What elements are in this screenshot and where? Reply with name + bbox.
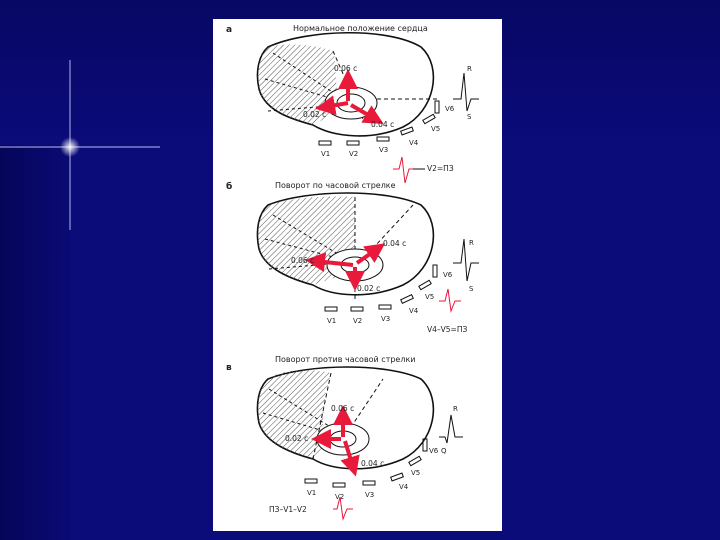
- lead-label: V3: [365, 491, 375, 499]
- wave-label: S: [467, 113, 472, 121]
- lead-label: V4: [409, 139, 419, 147]
- wave-label: R: [453, 405, 458, 413]
- figure-panel: [213, 19, 502, 531]
- vector-label: 0.02 с: [303, 110, 327, 119]
- subfigure-a: [226, 24, 479, 183]
- lead-label: V6: [443, 271, 453, 279]
- ecg-figure: [213, 19, 502, 531]
- subfigure-letter: б: [226, 182, 233, 192]
- subfigure-letter: в: [226, 363, 232, 373]
- lead-label: V5: [425, 293, 435, 301]
- wave-label: S: [469, 285, 474, 293]
- subfigure-b: [226, 181, 479, 334]
- transition-zone-label: V4–V5=ПЗ: [427, 325, 468, 334]
- lead-label: V2: [353, 317, 363, 325]
- lead-label: V5: [411, 469, 421, 477]
- lead-label: V1: [327, 317, 337, 325]
- subfigure-title: Нормальное положение сердца: [293, 24, 428, 33]
- vector-label: 0.02 с: [357, 284, 381, 293]
- lead-label: V2: [335, 493, 345, 501]
- vector-label: 0.04 с: [371, 120, 395, 129]
- vector-label: 0.06 с: [291, 256, 315, 265]
- subfigure-title: Поворот по часовой стрелке: [275, 181, 396, 190]
- wave-label: R: [467, 65, 472, 73]
- lead-label: V6: [445, 105, 455, 113]
- vector-label: 0.06 с: [331, 404, 355, 413]
- lead-label: V6: [429, 447, 439, 455]
- transition-zone-label: ПЗ–V1–V2: [269, 505, 307, 514]
- lead-label: V2: [349, 150, 359, 158]
- sparkle-decoration: [0, 60, 160, 230]
- subfigure-title: Поворот против часовой стрелки: [275, 355, 416, 364]
- subfigure-c: [226, 355, 463, 519]
- wave-label: R: [469, 239, 474, 247]
- vector-label: 0.04 с: [383, 239, 407, 248]
- vector-label: 0.06 с: [334, 64, 358, 73]
- transition-zone-label: V2=ПЗ: [427, 164, 454, 173]
- subfigure-letter: а: [226, 25, 233, 35]
- lead-label: V1: [321, 150, 331, 158]
- vector-label: 0.02 с: [285, 434, 309, 443]
- lead-label: V3: [381, 315, 391, 323]
- lead-label: V4: [399, 483, 409, 491]
- wave-label: Q: [441, 447, 447, 455]
- lead-label: V1: [307, 489, 317, 497]
- vector-label: 0.04 с: [361, 459, 385, 468]
- lead-label: V3: [379, 146, 389, 154]
- lead-label: V5: [431, 125, 441, 133]
- lead-label: V4: [409, 307, 419, 315]
